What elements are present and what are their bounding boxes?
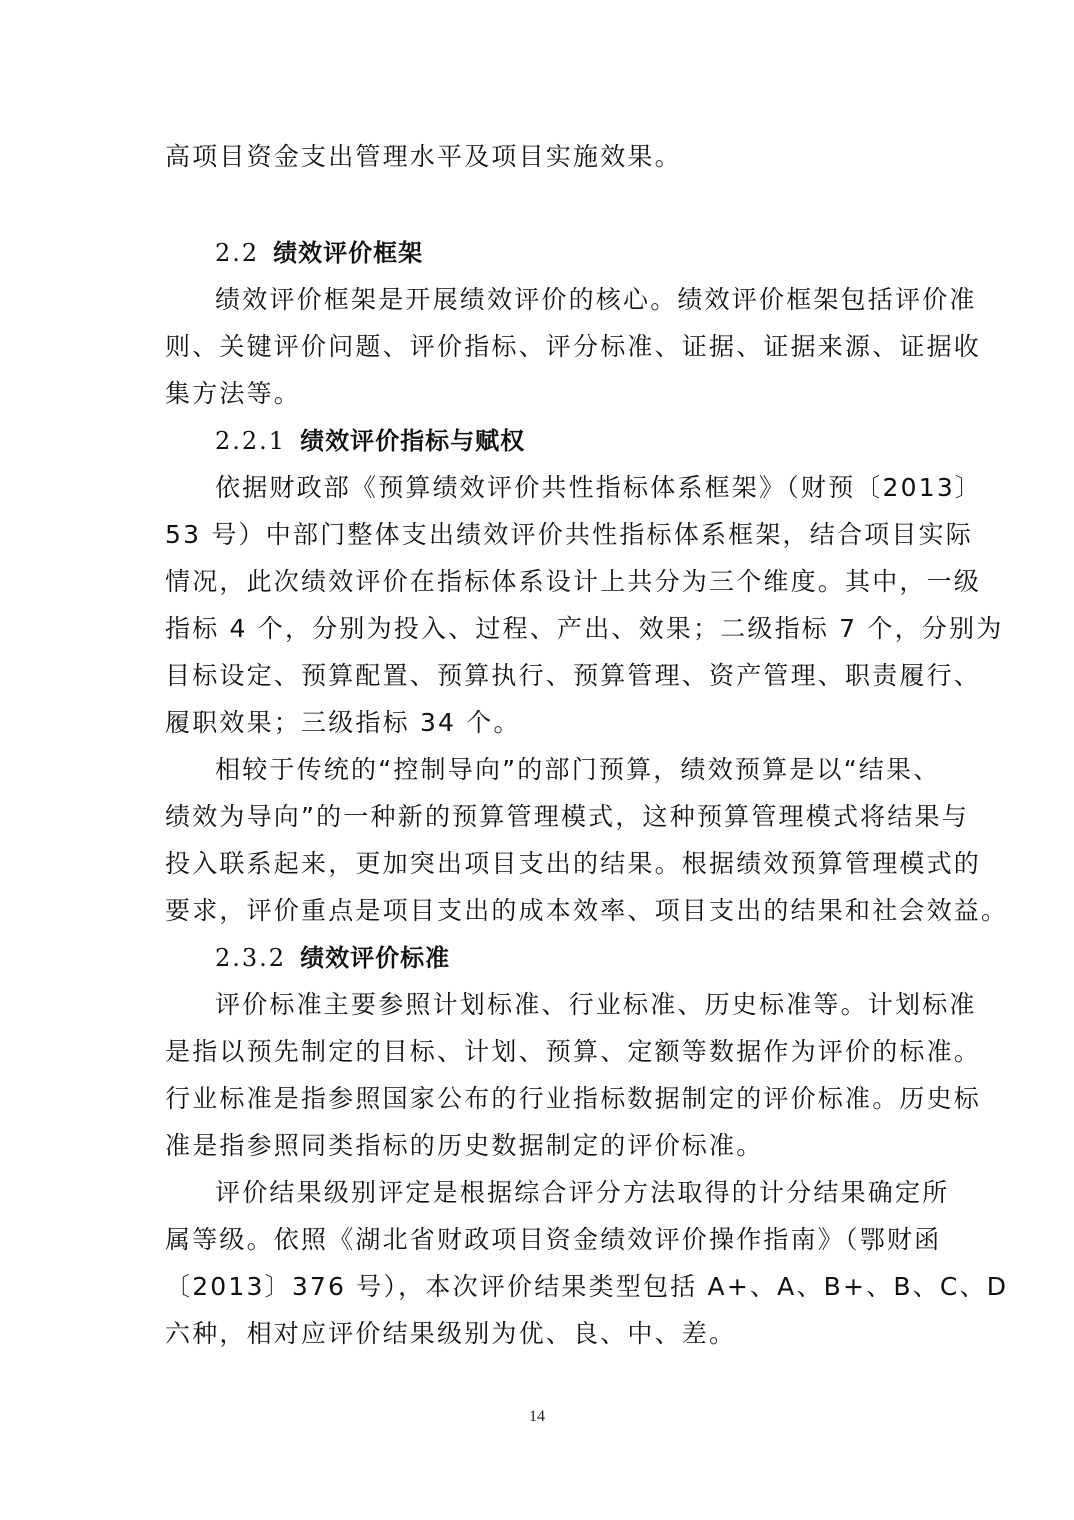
paragraph-line: 准是指参照同类指标的历史数据制定的评价标准。 <box>165 1131 764 1160</box>
paragraph-line: 情况，此次绩效评价在指标体系设计上共分为三个维度。其中，一级 <box>165 567 982 596</box>
section-number: 2.2.1 <box>215 427 287 455</box>
paragraph-line: 绩效为导向”的一种新的预算管理模式，这种预算管理模式将结果与 <box>165 802 969 831</box>
paragraph-line: 行业标准是指参照国家公布的行业指标数据制定的评价标准。历史标 <box>165 1084 982 1113</box>
section-number: 2.3.2 <box>215 944 287 972</box>
section-title: 绩效评价框架 <box>273 239 424 267</box>
paragraph-line: 属等级。依照《湖北省财政项目资金绩效评价操作指南》（鄂财函 <box>165 1225 942 1254</box>
paragraph-line: 评价标准主要参照计划标准、行业标准、历史标准等。计划标准 <box>215 990 977 1019</box>
section-title: 绩效评价指标与赋权 <box>300 427 526 455</box>
paragraph-line: 是指以预先制定的目标、计划、预算、定额等数据作为评价的标准。 <box>165 1037 982 1066</box>
section-title: 绩效评价标准 <box>300 944 451 972</box>
paragraph-line: 投入联系起来，更加突出项目支出的结果。根据绩效预算管理模式的 <box>165 849 982 878</box>
paragraph-line: 评价结果级别评定是根据综合评分方法取得的计分结果确定所 <box>215 1178 950 1207</box>
paragraph-line: 依据财政部《预算绩效评价共性指标体系框架》（财预〔2013〕 <box>215 473 983 502</box>
paragraph-line: 目标设定、预算配置、预算执行、预算管理、资产管理、职责履行、 <box>165 661 982 690</box>
section-heading-2-3-2 <box>215 941 450 975</box>
paragraph-line: 六种，相对应评价结果级别为优、良、中、差。 <box>165 1319 737 1348</box>
paragraph-line: 53 号）中部门整体支出绩效评价共性指标体系框架，结合项目实际 <box>165 520 973 549</box>
paragraph-line: 〔2013〕376 号），本次评价结果类型包括 A+、A、B+、B、C、D <box>165 1272 1009 1301</box>
paragraph-line: 绩效评价框架是开展绩效评价的核心。绩效评价框架包括评价准 <box>215 285 977 314</box>
paragraph-line: 履职效果；三级指标 34 个。 <box>165 708 521 737</box>
paragraph-line: 则、关键评价问题、评价指标、评分标准、证据、证据来源、证据收 <box>165 332 982 361</box>
paragraph-line: 集方法等。 <box>165 379 302 408</box>
paragraph-line: 要求，评价重点是项目支出的成本效率、项目支出的结果和社会效益。 <box>165 896 1009 925</box>
page-number: 14 <box>529 1408 545 1425</box>
section-heading-2-2-1 <box>215 424 525 458</box>
section-number: 2.2 <box>215 239 260 267</box>
section-heading-2-2 <box>215 236 423 270</box>
paragraph-line: 高项目资金支出管理水平及项目实施效果。 <box>165 142 682 171</box>
paragraph-line: 相较于传统的“控制导向”的部门预算，绩效预算是以“结果、 <box>215 755 941 784</box>
paragraph-line: 指标 4 个，分别为投入、过程、产出、效果；二级指标 7 个，分别为 <box>165 614 1004 643</box>
